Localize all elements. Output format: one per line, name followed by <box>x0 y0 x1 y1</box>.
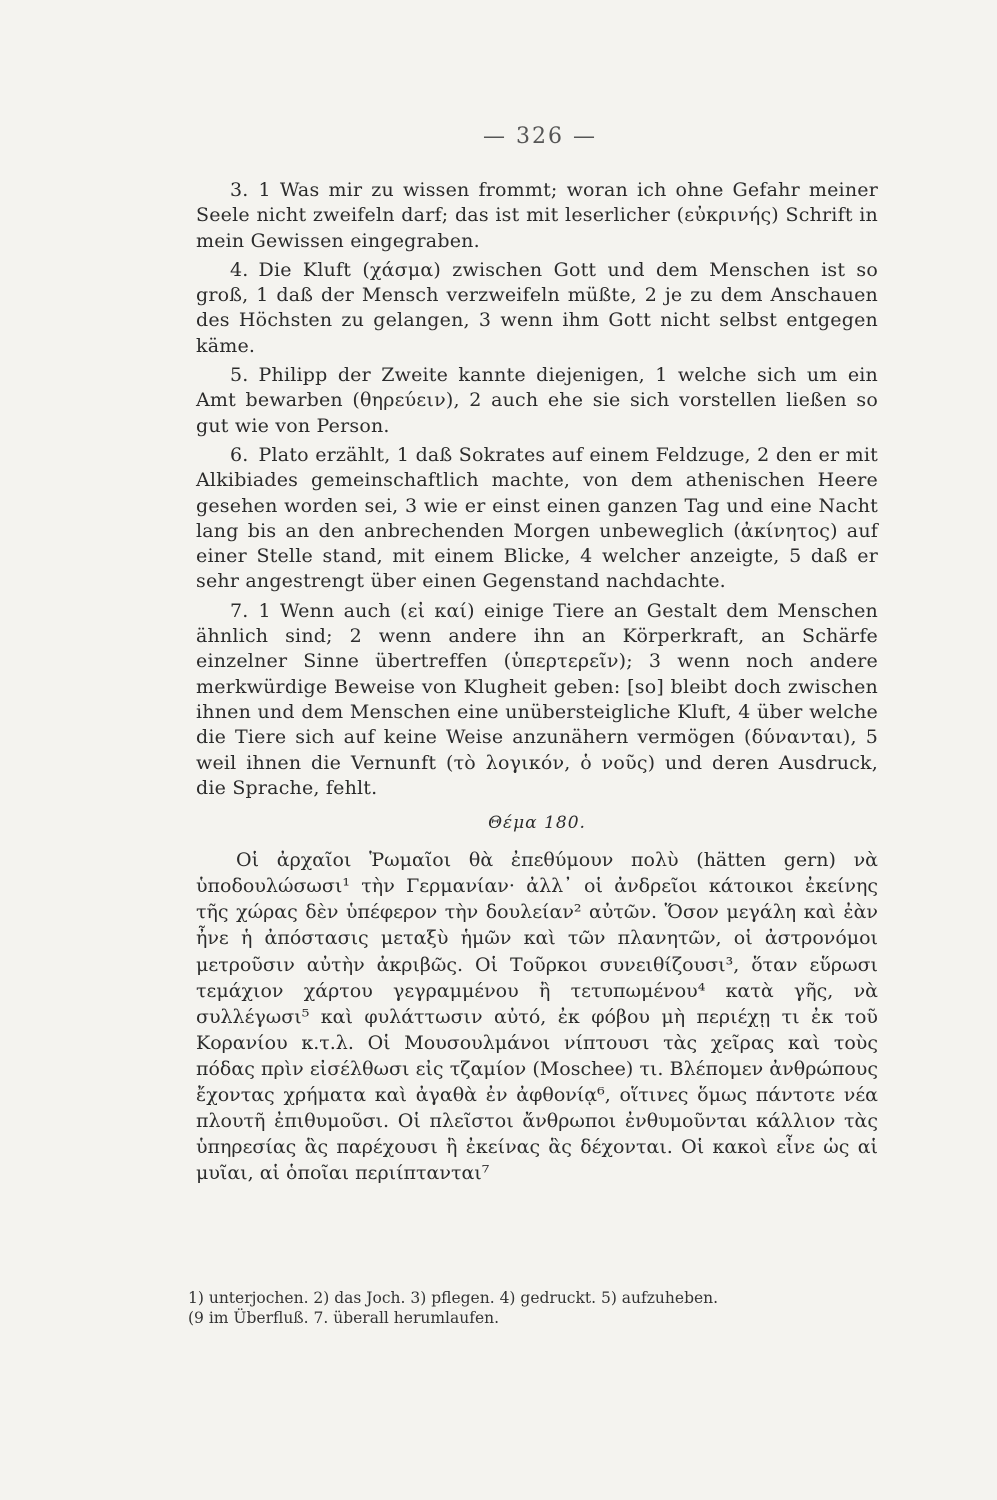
paragraph-7 <box>196 599 878 801</box>
paragraph-number: 7. <box>230 599 249 622</box>
page-body <box>196 178 878 1186</box>
paragraph-number: 5. <box>230 364 249 387</box>
paragraph-text: Plato erzählt, 1 daß Sokrates auf einem Feldzuge, 2 den er mit Alkibiades gemeinschaftlich machte, von dem athenischen Heere gesehen worden sei, 3 wie er einst einen ganzen Tag und eine Nacht lang bis an den anbrechenden Morgen unbeweglich (ἀκίνητος) auf einer Stelle stand, mit einem Blicke, 4 welcher anzeigte, 5 daß er sehr angestrengt über einen Gegenstand nachdachte. <box>196 443 878 593</box>
footnote-line: (9 im Überfluß. 7. überall herumlaufen. <box>188 1309 500 1327</box>
paragraph-number: 6. <box>230 443 249 466</box>
paragraph-text: 1 Wenn auch (εἰ καί) einige Tiere an Gestalt dem Menschen ähnlich sind; 2 wenn andere ihn an Körperkraft, an Schärfe einzelner Sinne übertreffen (ὑπερτερεῖν); 3 wenn noch andere merkwürdige Beweise von Klugheit geben: [so] bleibt doch zwischen ihnen und dem Menschen eine unübersteigliche Kluft, 4 über welche die Tiere sich auf keine Weise anzunähern vermögen (δύνανται), 5 weil ihnen die Vernunft (τὸ λογικόν, ὁ νοῦς) und deren Ausdruck, die Sprache, fehlt. <box>196 599 878 799</box>
paragraph-number: 4. <box>230 258 249 281</box>
paragraph-text: Philipp der Zweite kannte diejenigen, 1 welche sich um ein Amt bewarben (θηρεύειν), 2 auch ehe sie sich vorstellen ließen so gut wie von Person. <box>196 364 878 437</box>
page-number: — 326 — <box>483 124 597 149</box>
paragraph-4 <box>196 258 878 359</box>
footnotes <box>188 1288 888 1328</box>
section-heading: Θέμα 180. <box>488 813 586 834</box>
paragraph-text: 1 Was mir zu wissen frommt; woran ich ohne Gefahr meiner Seele nicht zweifeln darf; das ist mit leserlicher (εὐκρινής) Schrift in mein Gewissen eingegraben. <box>196 179 878 252</box>
greek-exercise-text: Οἱ ἀρχαῖοι Ῥωμαῖοι θὰ ἐπεθύμουν πολὺ (hätten gern) νὰ ὑποδουλώσωσι¹ τὴν Γερμανίαν· ἀλλ᾽ οἱ ἀνδρεῖοι κάτοικοι ἐκείνης τῆς χώρας δὲν ὑπέφερον τὴν δουλείαν² αὐτῶν. Ὅσον μεγάλη καὶ ἐὰν ἦνε ἡ ἀπόστασις μεταξὺ ἡμῶν καὶ τῶν πλανητῶν, οἱ ἀστρονόμοι μετροῦσιν αὐτὴν ἀκριβῶς. Οἱ Τοῦρκοι συνειθίζουσι³, ὅταν εὕρωσι τεμάχιον χάρτου γεγραμμένου ἢ τετυπωμένου⁴ κατὰ γῆς, νὰ συλλέγωσι⁵ καὶ φυλάττωσιν αὐτό, ἐκ φόβου μὴ περιέχῃ τι ἐκ τοῦ Κορανίου κ.τ.λ. Οἱ Μουσουλμάνοι νίπτουσι τὰς χεῖρας καὶ τοὺς πόδας πρὶν εἰσέλθωσι εἰς τζαμίον (Moschee) τι. Βλέπομεν ἀνθρώπους ἔχοντας χρήματα καὶ ἀγαθὰ ἐν ἀφθονίᾳ⁶, οἵτινες ὅμως πάντοτε νέα πλουτῆ ἐπιθυμοῦσι. Οἱ πλεῖστοι ἄνθρωποι ἐνθυμοῦνται κάλλιον τὰς ὑπηρεσίας ἃς παρέχουσι ἢ ἐκείνας ἃς δέχονται. Οἱ κακοὶ εἶνε ὡς αἱ μυῖαι, αἱ ὁποῖαι περιίπτανται⁷ <box>196 849 878 1185</box>
paragraph-number: 3. <box>230 179 249 201</box>
paragraph-3 <box>196 178 878 254</box>
footnote-line: 1) unterjochen. 2) das Joch. 3) pflegen. 4) gedruckt. 5) aufzuheben. <box>188 1289 719 1307</box>
paragraph-6 <box>196 443 878 595</box>
paragraph-text: Die Kluft (χάσμα) zwischen Gott und dem Menschen ist so groß, 1 daß der Mensch verzweifeln müßte, 2 je zu dem Anschauen des Höchsten zu gelangen, 3 wenn ihm Gott nicht selbst entgegen käme. <box>196 258 878 357</box>
paragraph-5 <box>196 363 878 439</box>
